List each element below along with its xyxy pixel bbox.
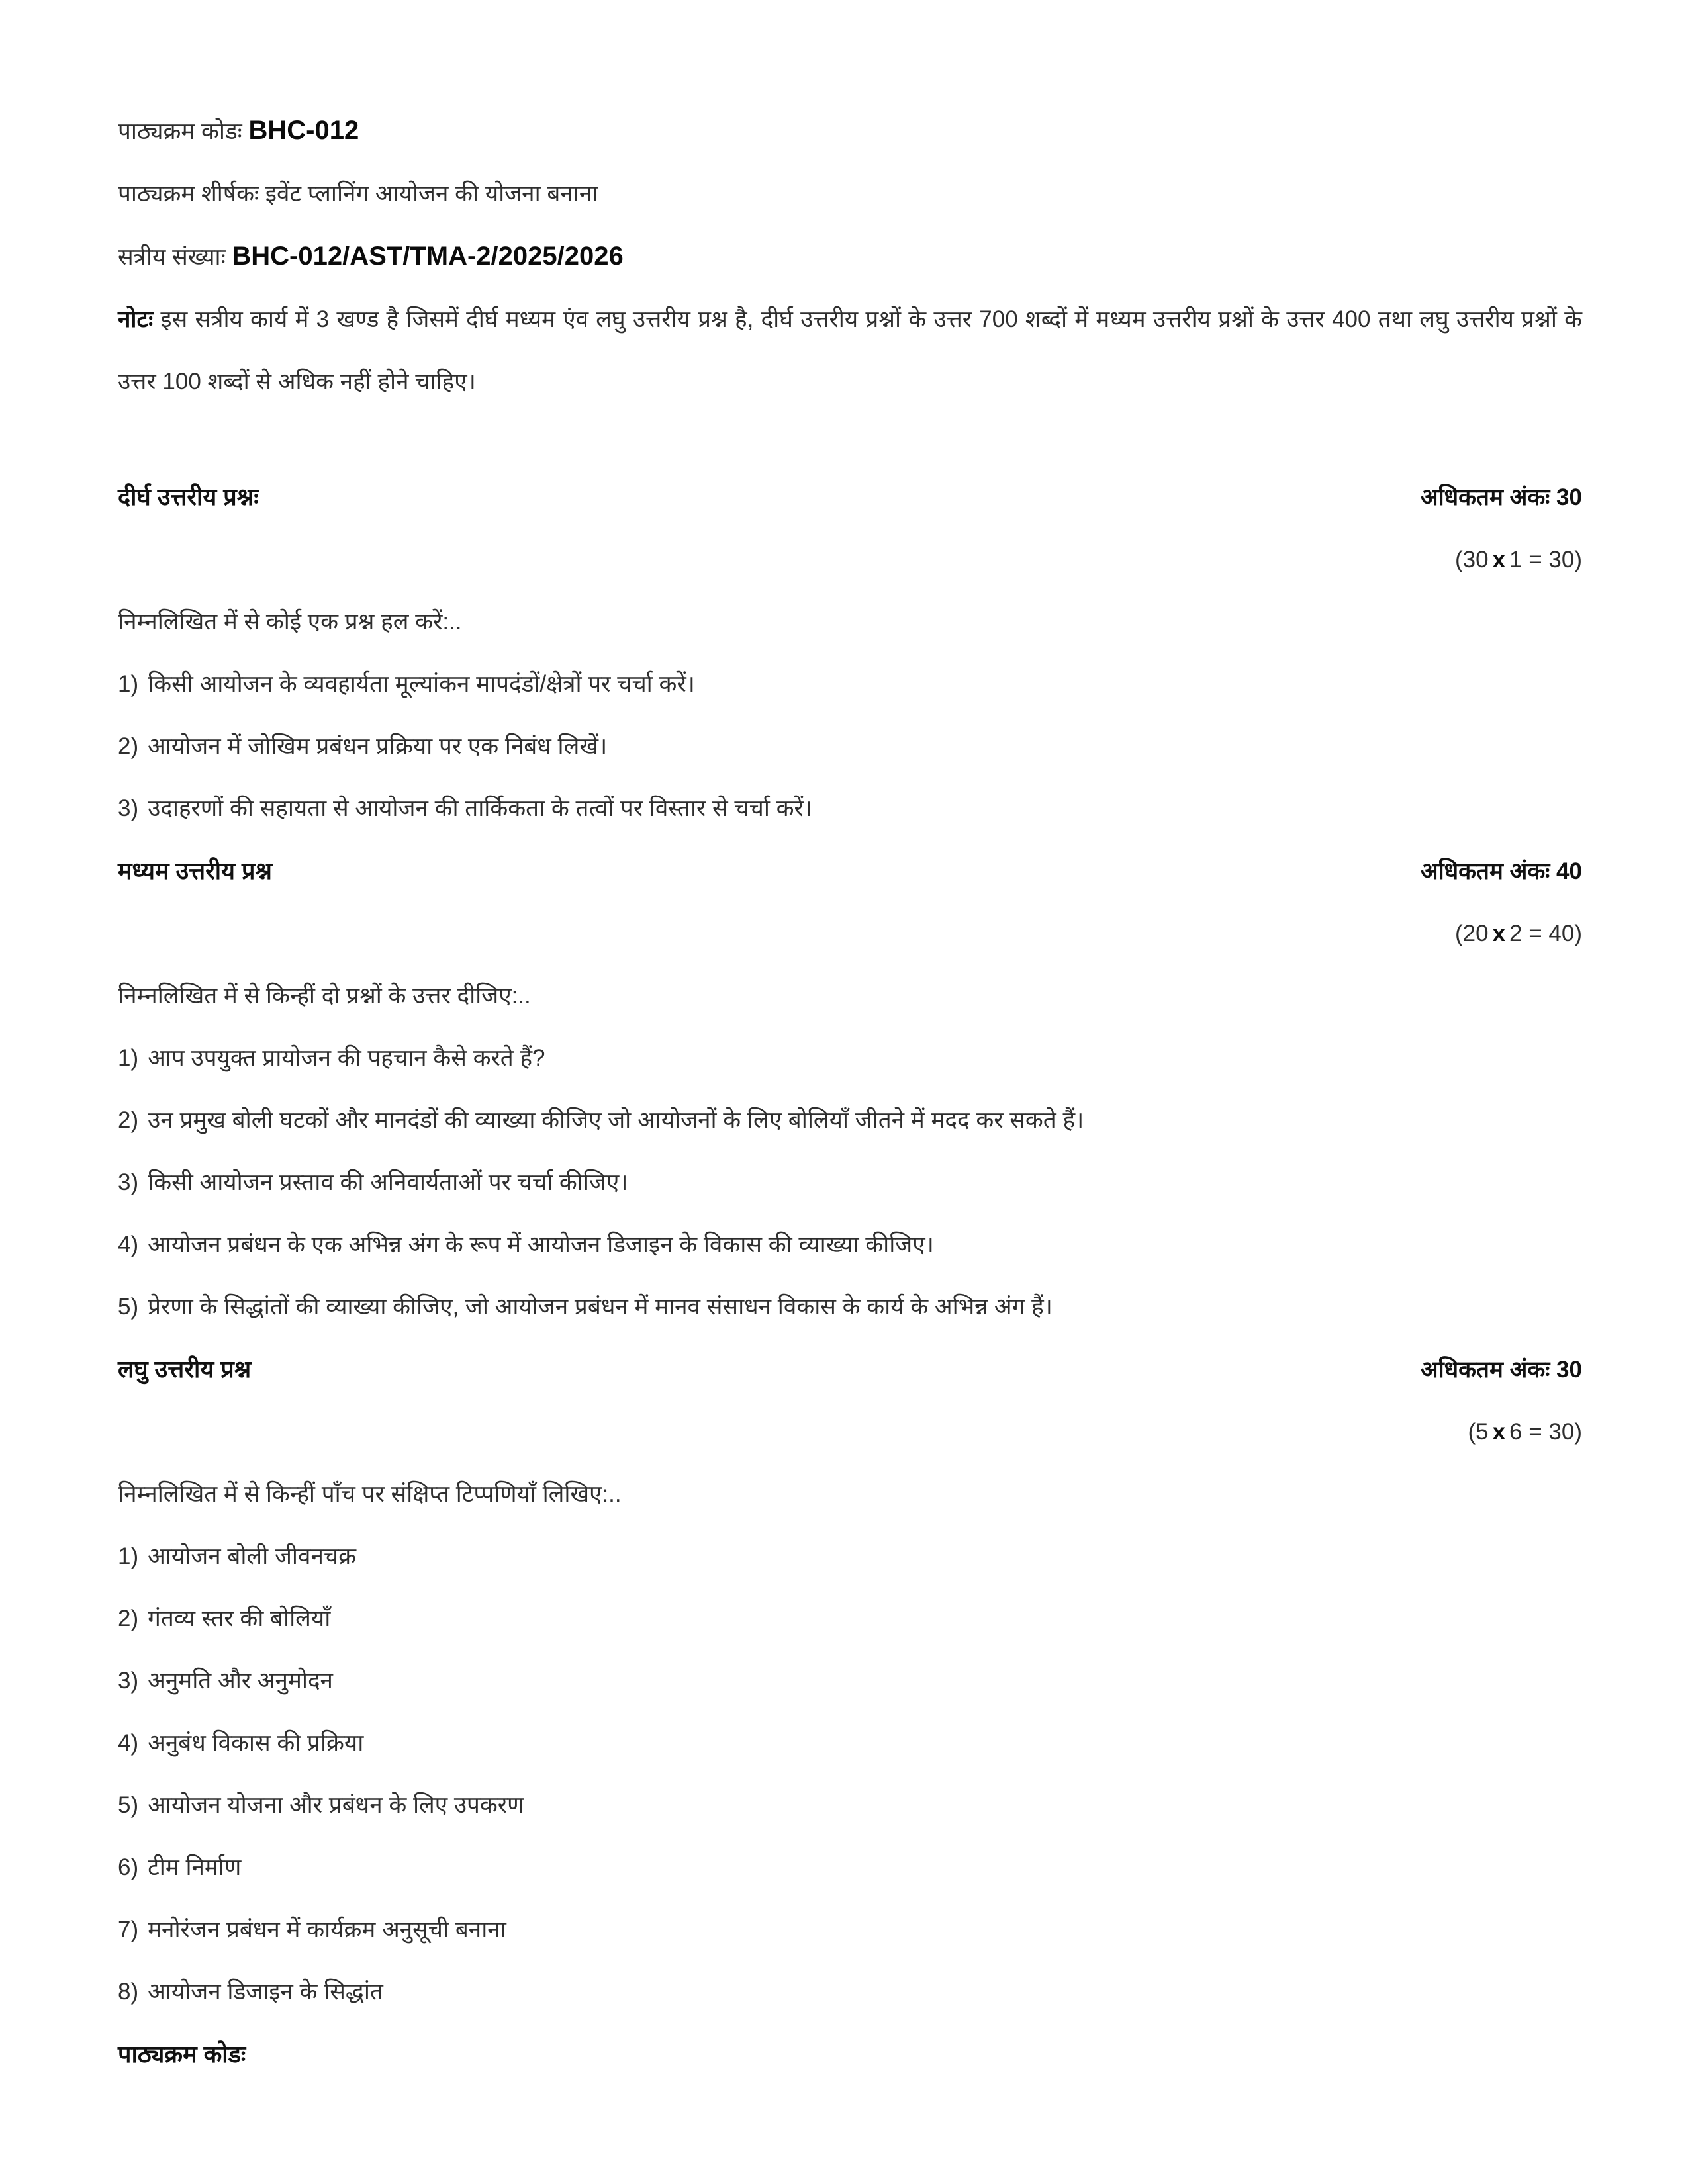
question-text: आप उपयुक्त प्रायोजन की पहचान कैसे करते हैं?: [148, 1045, 545, 1071]
question-text: प्रेरणा के सिद्धांतों की व्याख्या कीजिए, जो आयोजन प्रबंधन में मानव संसाधन विकास के कार्य के अभिन्न अंग हैं।: [148, 1294, 1053, 1320]
question-number: 4): [118, 1232, 139, 1257]
question-item: [118, 1027, 1582, 1089]
formula-left: (5: [1468, 1419, 1489, 1445]
question-text: आयोजन योजना और प्रबंधन के लिए उपकरण: [148, 1792, 524, 1818]
formula-right: 6 = 30): [1509, 1419, 1582, 1445]
formula-multiplier: x: [1492, 1419, 1506, 1445]
question-item: [118, 1961, 1582, 2023]
question-item: [118, 1837, 1582, 1899]
course-title-line: पाठ्यक्रम शीर्षकः इवेंट प्लानिंग आयोजन की योजना बनाना: [118, 181, 598, 206]
course-code-value: BHC-012: [248, 116, 359, 145]
question-number: 2): [118, 1606, 139, 1631]
formula-left: (30: [1454, 547, 1489, 572]
question-item: [118, 1588, 1582, 1650]
session-value: BHC-012/AST/TMA-2/2025/2026: [232, 242, 624, 271]
question-number: 2): [118, 733, 139, 759]
section-header-short: [118, 1338, 1582, 1401]
note-label: नोटः: [118, 306, 154, 332]
question-number: 1): [118, 671, 139, 697]
section-instruction: निम्नलिखित में से किन्हीं पाँच पर संक्षिप्त टिप्पणियाँ लिखिए:..: [118, 1481, 622, 1507]
section-header-medium: [118, 840, 1582, 903]
footer-course-code-label: पाठ्यक्रम कोडः: [118, 2040, 246, 2068]
section-title: मध्यम उत्तरीय प्रश्न: [118, 857, 272, 884]
marks-formula: [118, 529, 1582, 591]
course-code-label: पाठ्यक्रम कोडः: [118, 118, 242, 144]
question-item: [118, 1650, 1582, 1712]
question-text: किसी आयोजन के व्यवहार्यता मूल्यांकन मापदंडों/क्षेत्रों पर चर्चा करें।: [148, 671, 695, 697]
question-item: [118, 1525, 1582, 1588]
section-instruction: निम्नलिखित में से कोई एक प्रश्न हल करें:..: [118, 609, 462, 635]
question-item: [118, 1214, 1582, 1276]
note-text: इस सत्रीय कार्य में 3 खण्ड है जिसमें दीर्घ मध्यम एंव लघु उत्तरीय प्रश्न है, दीर्घ उत्तरीय प्रश्नों के उत्तर 700 शब्दों में मध्यम उत्तरीय प्रश्नों के उत्तर 400 तथा लघु उत्तरीय प्रश्नों के उत्तर 100 शब्दों से अधिक नहीं होने चाहिए।: [118, 306, 1582, 394]
formula-right: 2 = 40): [1509, 921, 1582, 946]
section-title: दीर्घ उत्तरीय प्रश्नः: [118, 483, 259, 510]
question-number: 6): [118, 1854, 139, 1880]
question-number: 1): [118, 1543, 139, 1569]
question-item: [118, 1152, 1582, 1214]
marks-formula: [118, 1401, 1582, 1463]
question-text: उन प्रमुख बोली घटकों और मानदंडों की व्याख्या कीजिए जो आयोजनों के लिए बोलियाँ जीतने में मदद कर सकते हैं।: [148, 1107, 1084, 1133]
section-title: लघु उत्तरीय प्रश्न: [118, 1355, 252, 1383]
question-number: 3): [118, 796, 139, 821]
session-label: सत्रीय संख्याः: [118, 244, 226, 270]
question-text: किसी आयोजन प्रस्ताव की अनिवार्यताओं पर चर्चा कीजिए।: [148, 1169, 628, 1195]
question-text: अनुबंध विकास की प्रक्रिया: [148, 1730, 364, 1756]
question-number: 4): [118, 1730, 139, 1756]
session-number-line: [118, 225, 1582, 289]
question-number: 8): [118, 1979, 139, 2005]
note-paragraph: [118, 289, 1582, 413]
question-text: उदाहरणों की सहायता से आयोजन की तार्किकता के तत्वों पर विस्तार से चर्चा करें।: [148, 796, 813, 821]
question-number: 3): [118, 1169, 139, 1195]
question-number: 2): [118, 1107, 139, 1133]
formula-right: 1 = 30): [1509, 547, 1582, 572]
question-number: 3): [118, 1668, 139, 1694]
question-number: 5): [118, 1294, 139, 1320]
question-text: गंतव्य स्तर की बोलियाँ: [148, 1606, 331, 1631]
formula-left: (20: [1454, 921, 1489, 946]
section-max-marks: अधिकतम अंकः 30: [1420, 1357, 1582, 1383]
question-item: [118, 1276, 1582, 1338]
question-number: 7): [118, 1917, 139, 1942]
question-text: अनुमति और अनुमोदन: [148, 1668, 333, 1694]
question-text: आयोजन प्रबंधन के एक अभिन्न अंग के रूप में आयोजन डिजाइन के विकास की व्याख्या कीजिए।: [148, 1232, 934, 1257]
question-text: आयोजन डिजाइन के सिद्धांत: [148, 1979, 383, 2005]
question-item: [118, 1089, 1582, 1152]
question-number: 5): [118, 1792, 139, 1818]
question-item: [118, 778, 1582, 840]
question-item: [118, 715, 1582, 778]
question-item: [118, 1712, 1582, 1774]
question-text: टीम निर्माण: [148, 1854, 242, 1880]
question-text: मनोरंजन प्रबंधन में कार्यक्रम अनुसूची बनाना: [148, 1917, 506, 1942]
section-max-marks: अधिकतम अंकः 30: [1420, 484, 1582, 510]
question-item: [118, 1899, 1582, 1961]
formula-multiplier: x: [1492, 921, 1506, 946]
question-number: 1): [118, 1045, 139, 1071]
question-text: आयोजन में जोखिम प्रबंधन प्रक्रिया पर एक निबंध लिखें।: [148, 733, 608, 759]
question-text: आयोजन बोली जीवनचक्र: [148, 1543, 356, 1569]
marks-formula: [118, 903, 1582, 965]
question-item: [118, 653, 1582, 715]
section-instruction: निम्नलिखित में से किन्हीं दो प्रश्नों के उत्तर दीजिए:..: [118, 983, 531, 1009]
section-header-long: [118, 466, 1582, 529]
course-code-line: [118, 99, 1582, 163]
question-item: [118, 1774, 1582, 1837]
section-max-marks: अधिकतम अंकः 40: [1420, 858, 1582, 884]
formula-multiplier: x: [1492, 547, 1506, 572]
